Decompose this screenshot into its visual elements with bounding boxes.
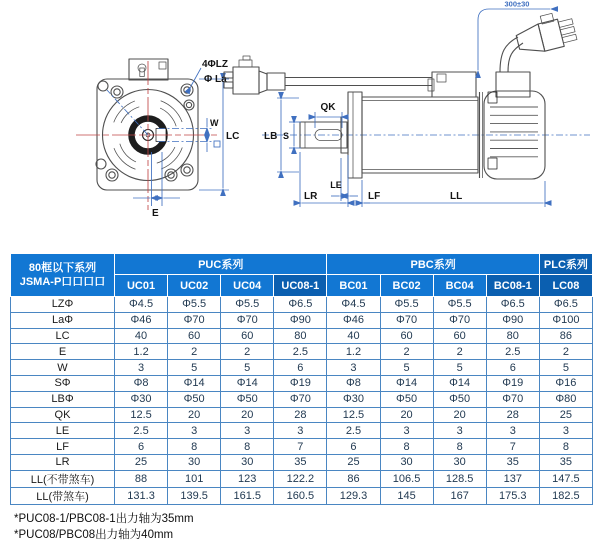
spec-cell: 101 [168, 470, 221, 487]
spec-cell: 60 [433, 328, 486, 344]
model-header-2: UC02 [168, 275, 221, 297]
spec-cell: 7 [486, 439, 539, 455]
spec-cell: Φ30 [115, 391, 168, 407]
model-header-3: UC04 [221, 275, 274, 297]
spec-cell: 30 [168, 454, 221, 470]
spec-cell: Φ8 [115, 375, 168, 391]
flange-top-connector [129, 59, 168, 80]
footnote-2: *PUC08/PBC08出力轴为40mm [14, 528, 174, 541]
spec-cell: Φ70 [380, 312, 433, 328]
lr-label: LR [304, 191, 318, 202]
spec-cell: 8 [380, 439, 433, 455]
spec-cell: 139.5 [168, 487, 221, 504]
row-label: LL(带煞车) [11, 487, 115, 504]
row-label: E [11, 344, 115, 360]
spec-cell: Φ50 [380, 391, 433, 407]
spec-cell: 28 [486, 407, 539, 423]
spec-cell: Φ6.5 [486, 297, 539, 313]
cable-gland-block [496, 72, 530, 97]
spec-cell: 2 [168, 344, 221, 360]
spec-cell: 25 [327, 454, 380, 470]
spec-cell: Φ100 [539, 312, 592, 328]
spec-cell: 3 [115, 360, 168, 376]
front-view [76, 59, 239, 219]
spec-cell: Φ70 [433, 312, 486, 328]
spec-cell: 80 [486, 328, 539, 344]
spec-cell: 7 [274, 439, 327, 455]
spec-cell: 60 [168, 328, 221, 344]
spec-cell: 88 [115, 470, 168, 487]
spec-cell: 2.5 [486, 344, 539, 360]
spec-cell: 12.5 [115, 407, 168, 423]
spec-cell: Φ50 [433, 391, 486, 407]
spec-cell: 8 [168, 439, 221, 455]
model-header-8: BC08-1 [486, 275, 539, 297]
spec-table [10, 253, 593, 505]
row-label: QK [11, 407, 115, 423]
spec-cell: 145 [380, 487, 433, 504]
spec-cell: 2 [380, 344, 433, 360]
spec-cell: Φ4.5 [115, 297, 168, 313]
row-label: LBΦ [11, 391, 115, 407]
lb-label: LB [264, 131, 278, 142]
spec-cell: 8 [221, 439, 274, 455]
cooling-fins [490, 107, 538, 157]
series-model-code: JSMA-P口口口口 [19, 276, 106, 288]
lc-label: LC [226, 131, 240, 142]
spec-cell: Φ50 [221, 391, 274, 407]
group-header-puc: PUC系列 [115, 254, 327, 275]
spec-cell: 20 [380, 407, 433, 423]
spec-cell: Φ5.5 [221, 297, 274, 313]
spec-cell: Φ8 [327, 375, 380, 391]
spec-cell: 3 [486, 423, 539, 439]
row-label: W [11, 360, 115, 376]
bolt-circle-radius-line [107, 90, 148, 135]
table-row [11, 423, 593, 439]
table-row [11, 328, 593, 344]
motor-body [300, 72, 545, 179]
row-label: LaΦ [11, 312, 115, 328]
spec-cell: Φ14 [221, 375, 274, 391]
power-connector [500, 9, 578, 72]
spec-cell: 80 [274, 328, 327, 344]
spec-table-body [11, 297, 593, 505]
terminal-block [432, 72, 476, 97]
spec-cell: Φ30 [327, 391, 380, 407]
spec-cell: 40 [115, 328, 168, 344]
series-header-cell [11, 254, 115, 297]
spec-cell: 106.5 [380, 470, 433, 487]
dim-lc [199, 79, 239, 190]
spec-cell: 2.5 [327, 423, 380, 439]
spec-cell: 30 [221, 454, 274, 470]
row-label: LR [11, 454, 115, 470]
spec-cell: 167 [433, 487, 486, 504]
spec-cell: 3 [327, 360, 380, 376]
spec-cell: Φ5.5 [168, 297, 221, 313]
side-view [224, 0, 590, 207]
row-label: LF [11, 439, 115, 455]
spec-cell: 2.5 [274, 344, 327, 360]
spec-cell: 3 [168, 423, 221, 439]
spec-cell: 147.5 [539, 470, 592, 487]
spec-cell: Φ70 [168, 312, 221, 328]
model-header-5: BC01 [327, 275, 380, 297]
group-header-pbc: PBC系列 [327, 254, 539, 275]
s-label: S [283, 131, 290, 141]
spec-cell: 60 [221, 328, 274, 344]
spec-cell: 12.5 [327, 407, 380, 423]
spec-cell: Φ19 [486, 375, 539, 391]
spec-cell: Φ4.5 [327, 297, 380, 313]
spec-cell: 5 [539, 360, 592, 376]
spec-cell: 161.5 [221, 487, 274, 504]
spec-cell: 160.5 [274, 487, 327, 504]
table-row [11, 487, 593, 504]
row-label: LE [11, 423, 115, 439]
spec-cell: 123 [221, 470, 274, 487]
qk-label: QK [320, 102, 336, 113]
spec-cell: 28 [274, 407, 327, 423]
spec-cell: 122.2 [274, 470, 327, 487]
table-row [11, 312, 593, 328]
spec-cell: Φ70 [221, 312, 274, 328]
spec-cell: Φ14 [380, 375, 433, 391]
spec-cell: 128.5 [433, 470, 486, 487]
spec-cell: Φ5.5 [433, 297, 486, 313]
table-row [11, 439, 593, 455]
spec-cell: 5 [221, 360, 274, 376]
spec-cell: 25 [115, 454, 168, 470]
motor-dimension-drawing [0, 0, 600, 250]
spec-cell: Φ6.5 [274, 297, 327, 313]
spec-cell: 60 [380, 328, 433, 344]
spec-cell: 6 [486, 360, 539, 376]
spec-cell: 25 [539, 407, 592, 423]
w-label: W [210, 118, 219, 128]
spec-cell: Φ16 [539, 375, 592, 391]
spec-cell: 3 [539, 423, 592, 439]
spec-cell: 1.2 [115, 344, 168, 360]
spec-cell: 5 [380, 360, 433, 376]
spec-cell: 20 [433, 407, 486, 423]
spec-cell: 2 [433, 344, 486, 360]
table-row [11, 297, 593, 313]
spec-cell: 5 [433, 360, 486, 376]
spec-cell: 1.2 [327, 344, 380, 360]
footnotes [14, 512, 194, 543]
table-row [11, 454, 593, 470]
dim-qk [315, 102, 342, 128]
encoder-connector [224, 56, 432, 94]
spec-cell: 20 [221, 407, 274, 423]
spec-cell: 3 [380, 423, 433, 439]
spec-cell: 35 [486, 454, 539, 470]
spec-cell: 86 [327, 470, 380, 487]
e-label: E [152, 208, 159, 219]
series-title: 80框以下系列 [28, 261, 97, 274]
spec-cell: Φ19 [274, 375, 327, 391]
spec-cell: Φ46 [327, 312, 380, 328]
spec-cell: Φ5.5 [380, 297, 433, 313]
model-header-6: BC02 [380, 275, 433, 297]
row-label: LC [11, 328, 115, 344]
spec-cell: 30 [380, 454, 433, 470]
bolt-holes-label: 4ΦLZ [202, 59, 228, 70]
row-label: LZΦ [11, 297, 115, 313]
spec-cell: 175.3 [486, 487, 539, 504]
table-row [11, 470, 593, 487]
spec-cell: 35 [539, 454, 592, 470]
dim-lz-la [191, 59, 228, 86]
cable-length-label: 300±30 [504, 0, 530, 9]
spec-cell: 129.3 [327, 487, 380, 504]
spec-cell: 2 [539, 344, 592, 360]
model-header-1: UC01 [115, 275, 168, 297]
spec-cell: 20 [168, 407, 221, 423]
spec-cell: 6 [274, 360, 327, 376]
table-group-header-row [11, 254, 593, 275]
spec-cell: 6 [327, 439, 380, 455]
spec-cell: 30 [433, 454, 486, 470]
spec-cell: 3 [433, 423, 486, 439]
spec-cell: Φ90 [486, 312, 539, 328]
spec-cell: 137 [486, 470, 539, 487]
spec-cell: 8 [433, 439, 486, 455]
row-label: LL(不带煞车) [11, 470, 115, 487]
spec-cell: Φ14 [168, 375, 221, 391]
bolt-circle-label: Φ La [204, 74, 227, 85]
table-row [11, 407, 593, 423]
row-label: SΦ [11, 375, 115, 391]
spec-cell: 86 [539, 328, 592, 344]
ll-label: LL [450, 191, 463, 202]
spec-cell: 2 [221, 344, 274, 360]
dim-cable-length [478, 0, 550, 70]
spec-cell: 3 [221, 423, 274, 439]
spec-cell: Φ80 [539, 391, 592, 407]
le-label: LE [330, 180, 342, 190]
spec-cell: 5 [168, 360, 221, 376]
model-header-9: LC08 [539, 275, 592, 297]
spec-cell: Φ70 [486, 391, 539, 407]
model-header-7: BC04 [433, 275, 486, 297]
spec-cell: 182.5 [539, 487, 592, 504]
spec-cell: Φ46 [115, 312, 168, 328]
model-header-4: UC08-1 [274, 275, 327, 297]
spec-cell: 8 [539, 439, 592, 455]
spec-cell: 131.3 [115, 487, 168, 504]
spec-cell: Φ14 [433, 375, 486, 391]
spec-cell: 2.5 [115, 423, 168, 439]
spec-cell: 6 [115, 439, 168, 455]
table-row [11, 344, 593, 360]
spec-cell: Φ90 [274, 312, 327, 328]
spec-cell: 3 [274, 423, 327, 439]
footnote-1: *PUC08-1/PBC08-1出力轴为35mm [14, 513, 194, 525]
lf-label: LF [368, 191, 381, 202]
table-row [11, 360, 593, 376]
spec-cell: 40 [327, 328, 380, 344]
spec-cell: 35 [274, 454, 327, 470]
spec-cell: Φ70 [274, 391, 327, 407]
spec-cell: Φ50 [168, 391, 221, 407]
table-row [11, 391, 593, 407]
table-row [11, 375, 593, 391]
spec-cell: Φ6.5 [539, 297, 592, 313]
group-header-plc: PLC系列 [539, 254, 592, 275]
